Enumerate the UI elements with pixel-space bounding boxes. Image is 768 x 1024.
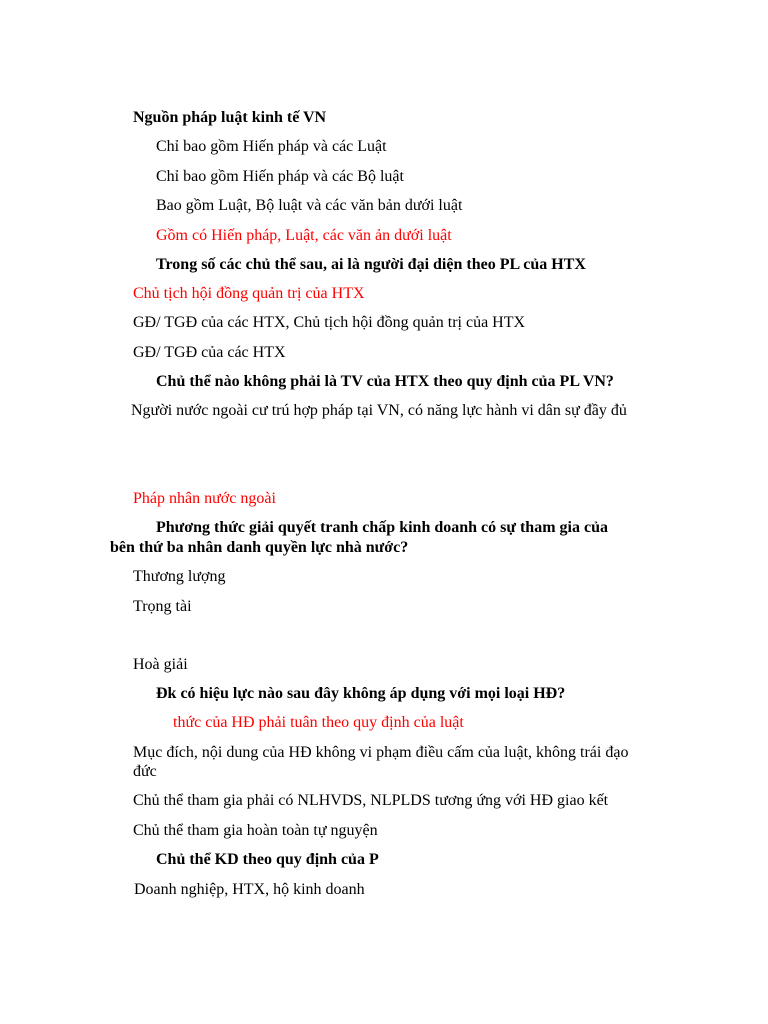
q4-option-2: Trọng tài — [133, 598, 192, 615]
q5-option-1-answer: thức của HĐ phải tuân theo quy định của luật — [173, 714, 464, 731]
q1-option-3: Bao gồm Luật, Bộ luật và các văn bản dưới luật — [156, 197, 463, 214]
q6-option-1: Doanh nghiệp, HTX, hộ kinh doanh — [134, 881, 365, 898]
question-4-line-1: Phương thức giải quyết tranh chấp kinh doanh có sự tham gia của — [156, 519, 608, 536]
q5-option-4: Chủ thể tham gia hoàn toàn tự nguyện — [133, 822, 378, 839]
q1-option-2: Chỉ bao gồm Hiến pháp và các Bộ luật — [156, 168, 404, 185]
q5-option-2-line-2: đức — [133, 763, 157, 780]
question-5: Đk có hiệu lực nào sau đây không áp dụng với mọi loại HĐ? — [156, 685, 566, 702]
question-3: Chủ thể nào không phải là TV của HTX theo quy định của PL VN? — [156, 373, 614, 390]
q2-option-3: GĐ/ TGĐ của các HTX — [133, 344, 286, 361]
q1-option-4-answer: Gồm có Hiến pháp, Luật, các văn ản dưới luật — [156, 227, 452, 244]
q5-option-3: Chủ thể tham gia phải có NLHVDS, NLPLDS tương ứng với HĐ giao kết — [133, 792, 609, 809]
q5-option-2-line-1: Mục đích, nội dung của HĐ không vi phạm điều cấm của luật, không trái đạo — [133, 744, 629, 761]
question-4-line-2: bên thứ ba nhân danh quyền lực nhà nước? — [110, 539, 409, 556]
q1-option-1: Chỉ bao gồm Hiến pháp và các Luật — [156, 138, 387, 155]
question-6: Chủ thể KD theo quy định của P — [156, 851, 379, 868]
q2-option-1-answer: Chủ tịch hội đồng quản trị của HTX — [133, 285, 365, 302]
q3-option-2-answer: Pháp nhân nước ngoài — [133, 490, 276, 507]
q4-option-3: Hoà giải — [133, 656, 188, 673]
q2-option-2: GĐ/ TGĐ của các HTX, Chủ tịch hội đồng quản trị của HTX — [133, 314, 526, 331]
question-1: Nguồn pháp luật kinh tế VN — [133, 109, 327, 126]
q3-option-1: Người nước ngoài cư trú hợp pháp tại VN, có năng lực hành vi dân sự đầy đủ — [131, 402, 627, 419]
question-2: Trong số các chủ thể sau, ai là người đại diện theo PL của HTX — [156, 256, 586, 273]
q4-option-1: Thương lượng — [133, 568, 226, 585]
